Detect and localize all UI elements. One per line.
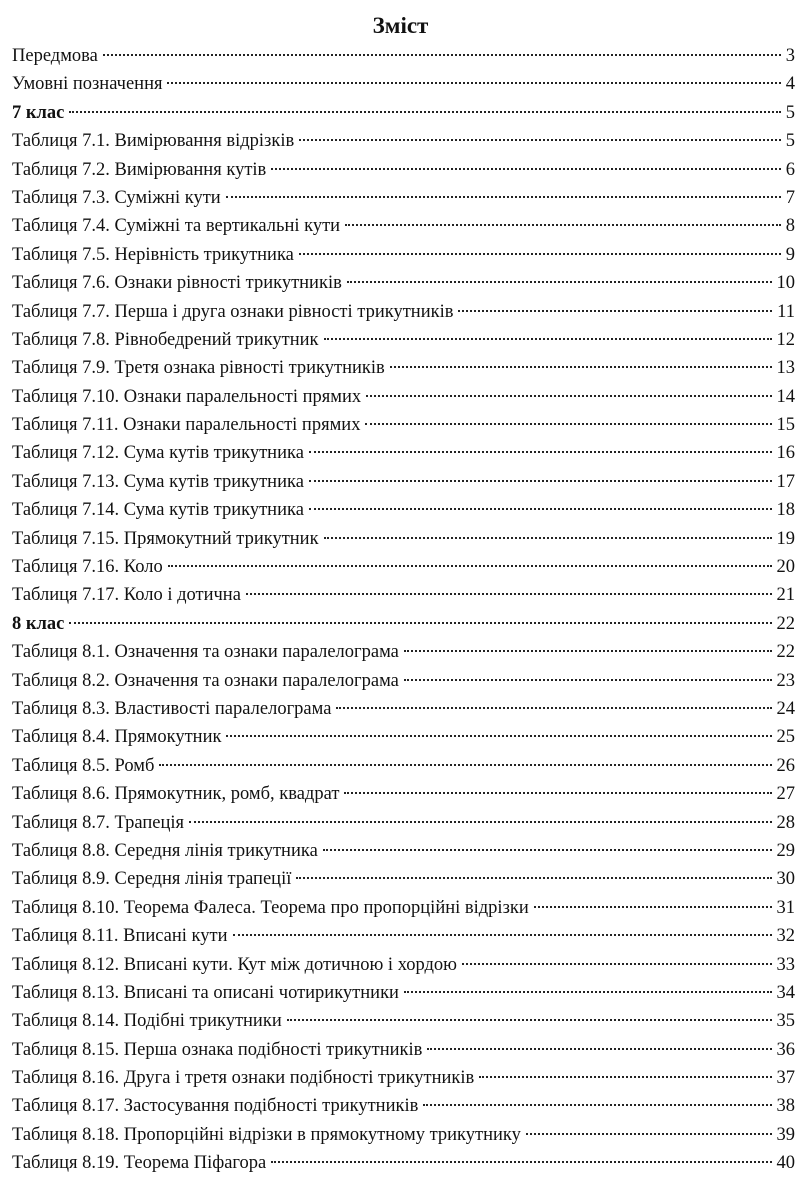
toc-page-number: 6: [785, 159, 795, 180]
table-of-contents: [12, 42, 797, 1178]
toc-section-heading[interactable]: [12, 99, 797, 127]
toc-entry[interactable]: [12, 553, 797, 581]
dot-leader: [458, 310, 772, 312]
toc-entry-label: Таблиця 8.3. Властивості паралелограма: [12, 698, 332, 719]
dot-leader: [299, 253, 781, 255]
toc-entry-label: Передмова: [12, 46, 98, 66]
dot-leader: [324, 537, 772, 539]
toc-entry-label: Таблиця 8.2. Означення та ознаки паралелограма: [12, 670, 399, 691]
toc-page-number: 12: [776, 329, 795, 350]
toc-entry[interactable]: [12, 1007, 797, 1035]
dot-leader: [404, 991, 772, 993]
toc-page-number: 18: [776, 500, 795, 521]
toc-entry[interactable]: [12, 496, 797, 524]
toc-entry-label: Таблиця 7.1. Вимірювання відрізків: [12, 131, 295, 152]
toc-entry[interactable]: [12, 979, 797, 1007]
toc-entry-label: Таблиця 8.13. Вписані та описані чотирикутники: [12, 982, 399, 1003]
toc-page-number: 3: [785, 46, 795, 66]
dot-leader: [168, 565, 772, 567]
toc-entry[interactable]: [12, 1149, 797, 1177]
dot-leader: [189, 821, 771, 823]
dot-leader: [299, 139, 781, 141]
toc-entry-label: Таблиця 8.10. Теорема Фалеса. Теорема про пропорційні відрізки: [12, 897, 529, 918]
toc-entry-label: Таблиця 7.7. Перша і друга ознаки рівності трикутників: [12, 301, 454, 322]
dot-leader: [479, 1076, 771, 1078]
toc-page-number: 27: [776, 784, 795, 805]
toc-entry-label: Таблиця 8.4. Прямокутник: [12, 727, 222, 748]
dot-leader: [427, 1048, 771, 1050]
toc-entry[interactable]: [12, 184, 797, 212]
toc-entry-label: Таблиця 8.19. Теорема Піфагора: [12, 1153, 267, 1174]
toc-page-number: 25: [776, 727, 795, 748]
toc-entry[interactable]: [12, 695, 797, 723]
toc-entry[interactable]: [12, 212, 797, 240]
dot-leader: [296, 877, 771, 879]
dot-leader: [324, 338, 772, 340]
toc-entry-label: Таблиця 7.2. Вимірювання кутів: [12, 159, 267, 180]
toc-entry-label: Таблиця 7.9. Третя ознака рівності трикутників: [12, 358, 385, 379]
toc-entry-label: Таблиця 7.14. Сума кутів трикутника: [12, 500, 304, 521]
dot-leader: [345, 224, 781, 226]
toc-page-number: 8: [785, 216, 795, 237]
toc-entry[interactable]: [12, 468, 797, 496]
toc-entry-label: Таблиця 8.15. Перша ознака подібності трикутників: [12, 1039, 423, 1060]
toc-entry[interactable]: [12, 752, 797, 780]
toc-entry-label: Таблиця 7.15. Прямокутний трикутник: [12, 528, 319, 549]
dot-leader: [366, 395, 771, 397]
toc-entry[interactable]: [12, 42, 797, 70]
toc-entry[interactable]: [12, 383, 797, 411]
toc-page-number: 15: [776, 415, 795, 436]
toc-page-number: 14: [776, 386, 795, 407]
toc-section-heading[interactable]: [12, 610, 797, 638]
toc-entry[interactable]: [12, 723, 797, 751]
toc-entry-label: Таблиця 8.6. Прямокутник, ромб, квадрат: [12, 784, 340, 805]
toc-page-number: 21: [776, 585, 795, 606]
toc-page-number: 20: [776, 557, 795, 578]
toc-entry[interactable]: [12, 809, 797, 837]
toc-page-number: 34: [776, 982, 795, 1003]
toc-page-number: 24: [776, 698, 795, 719]
toc-page-number: 23: [776, 670, 795, 691]
toc-entry-label: Таблиця 8.16. Друга і третя ознаки подібності трикутників: [12, 1068, 475, 1089]
toc-entry[interactable]: [12, 70, 797, 98]
dot-leader: [287, 1019, 772, 1021]
toc-entry-label: Таблиця 7.12. Сума кутів трикутника: [12, 443, 304, 464]
toc-entry-label: Таблиця 7.8. Рівнобедрений трикутник: [12, 329, 319, 350]
toc-entry[interactable]: [12, 837, 797, 865]
toc-page-number: 32: [776, 926, 795, 947]
toc-entry-label: 8 клас: [12, 613, 65, 634]
toc-entry[interactable]: [12, 667, 797, 695]
dot-leader: [336, 707, 771, 709]
toc-entry[interactable]: [12, 1092, 797, 1120]
dot-leader: [271, 1161, 771, 1163]
dot-leader: [69, 622, 771, 624]
toc-page-number: 17: [776, 471, 795, 492]
toc-page-number: 11: [777, 301, 795, 322]
toc-entry-label: Таблиця 8.9. Середня лінія трапеції: [12, 869, 292, 890]
toc-page-number: 30: [776, 869, 795, 890]
toc-entry[interactable]: [12, 525, 797, 553]
dot-leader: [159, 764, 771, 766]
toc-entry[interactable]: [12, 865, 797, 893]
toc-page-number: 5: [785, 102, 795, 123]
toc-page-number: 7: [785, 187, 795, 208]
dot-leader: [344, 792, 771, 794]
toc-page-number: 40: [776, 1153, 795, 1174]
toc-entry-label: Таблиця 7.11. Ознаки паралельності прямих: [12, 415, 361, 436]
toc-page-number: 16: [776, 443, 795, 464]
toc-entry[interactable]: [12, 1064, 797, 1092]
toc-entry[interactable]: [12, 439, 797, 467]
dot-leader: [347, 281, 772, 283]
dot-leader: [526, 1133, 772, 1135]
toc-entry[interactable]: [12, 1036, 797, 1064]
page-title: Зміст: [372, 13, 429, 38]
toc-entry-label: Таблиця 8.17. Застосування подібності трикутників: [12, 1096, 419, 1117]
toc-page-number: 35: [776, 1011, 795, 1032]
toc-entry-label: Таблиця 8.5. Ромб: [12, 755, 155, 776]
toc-entry-label: Умовні позначення: [12, 74, 163, 95]
dot-leader: [167, 82, 780, 84]
toc-entry[interactable]: [12, 298, 797, 326]
toc-page-number: 38: [776, 1096, 795, 1117]
toc-page-number: 22: [776, 642, 795, 663]
toc-page-number: 4: [785, 74, 795, 95]
toc-entry-label: Таблиця 8.14. Подібні трикутники: [12, 1011, 282, 1032]
dot-leader: [309, 480, 772, 482]
dot-leader: [462, 963, 772, 965]
dot-leader: [404, 679, 772, 681]
dot-leader: [390, 366, 772, 368]
toc-entry[interactable]: [12, 411, 797, 439]
toc-entry[interactable]: [12, 269, 797, 297]
toc-entry-label: Таблиця 7.6. Ознаки рівності трикутників: [12, 273, 342, 294]
toc-entry[interactable]: [12, 894, 797, 922]
toc-entry[interactable]: [12, 780, 797, 808]
dot-leader: [69, 111, 780, 113]
toc-page-number: 13: [776, 358, 795, 379]
toc-entry-label: Таблиця 7.5. Нерівність трикутника: [12, 244, 294, 265]
dot-leader: [365, 423, 771, 425]
dot-leader: [534, 906, 772, 908]
toc-entry-label: Таблиця 8.12. Вписані кути. Кут між дотичною і хордою: [12, 954, 457, 975]
toc-page-number: 36: [776, 1039, 795, 1060]
toc-page-number: 19: [776, 528, 795, 549]
toc-entry[interactable]: [12, 922, 797, 950]
toc-entry[interactable]: [12, 581, 797, 609]
dot-leader: [226, 735, 771, 737]
toc-page-number: 31: [776, 897, 795, 918]
toc-entry[interactable]: [12, 354, 797, 382]
dot-leader: [233, 934, 772, 936]
dot-leader: [246, 593, 772, 595]
toc-page-number: 39: [776, 1124, 795, 1145]
toc-entry-label: Таблиця 7.4. Суміжні та вертикальні кути: [12, 216, 341, 237]
toc-page-number: 10: [776, 273, 795, 294]
dot-leader: [404, 650, 772, 652]
toc-page-number: 29: [776, 840, 795, 861]
toc-page-number: 33: [776, 954, 795, 975]
toc-entry-label: Таблиця 8.7. Трапеція: [12, 812, 185, 833]
toc-entry-label: Таблиця 7.16. Коло: [12, 557, 163, 578]
dot-leader: [271, 168, 780, 170]
dot-leader: [323, 849, 772, 851]
toc-page-number: 22: [776, 613, 795, 634]
toc-entry-label: Таблиця 7.13. Сума кутів трикутника: [12, 471, 304, 492]
toc-page-number: 37: [776, 1068, 795, 1089]
toc-page-number: 5: [785, 131, 795, 152]
toc-entry-label: Таблиця 8.8. Середня лінія трикутника: [12, 840, 318, 861]
toc-entry-label: Таблиця 7.3. Суміжні кути: [12, 187, 221, 208]
toc-entry-label: Таблиця 8.11. Вписані кути: [12, 926, 228, 947]
dot-leader: [103, 54, 781, 56]
toc-entry-label: Таблиця 7.17. Коло і дотична: [12, 585, 241, 606]
dot-leader: [423, 1104, 771, 1106]
toc-page-number: 26: [776, 755, 795, 776]
dot-leader: [309, 451, 772, 453]
toc-entry[interactable]: [12, 951, 797, 979]
toc-page-number: 28: [776, 812, 795, 833]
toc-entry[interactable]: [12, 326, 797, 354]
dot-leader: [309, 508, 772, 510]
toc-entry[interactable]: [12, 638, 797, 666]
toc-entry[interactable]: [12, 156, 797, 184]
toc-entry[interactable]: [12, 241, 797, 269]
toc-entry-label: Таблиця 8.1. Означення та ознаки паралелограма: [12, 642, 399, 663]
toc-entry[interactable]: [12, 127, 797, 155]
dot-leader: [226, 196, 781, 198]
toc-entry[interactable]: [12, 1121, 797, 1149]
toc-page-number: 9: [785, 244, 795, 265]
toc-entry-label: Таблиця 7.10. Ознаки паралельності прямих: [12, 386, 362, 407]
toc-entry-label: Таблиця 8.18. Пропорційні відрізки в прямокутному трикутнику: [12, 1124, 521, 1145]
toc-entry-label: 7 клас: [12, 102, 65, 123]
